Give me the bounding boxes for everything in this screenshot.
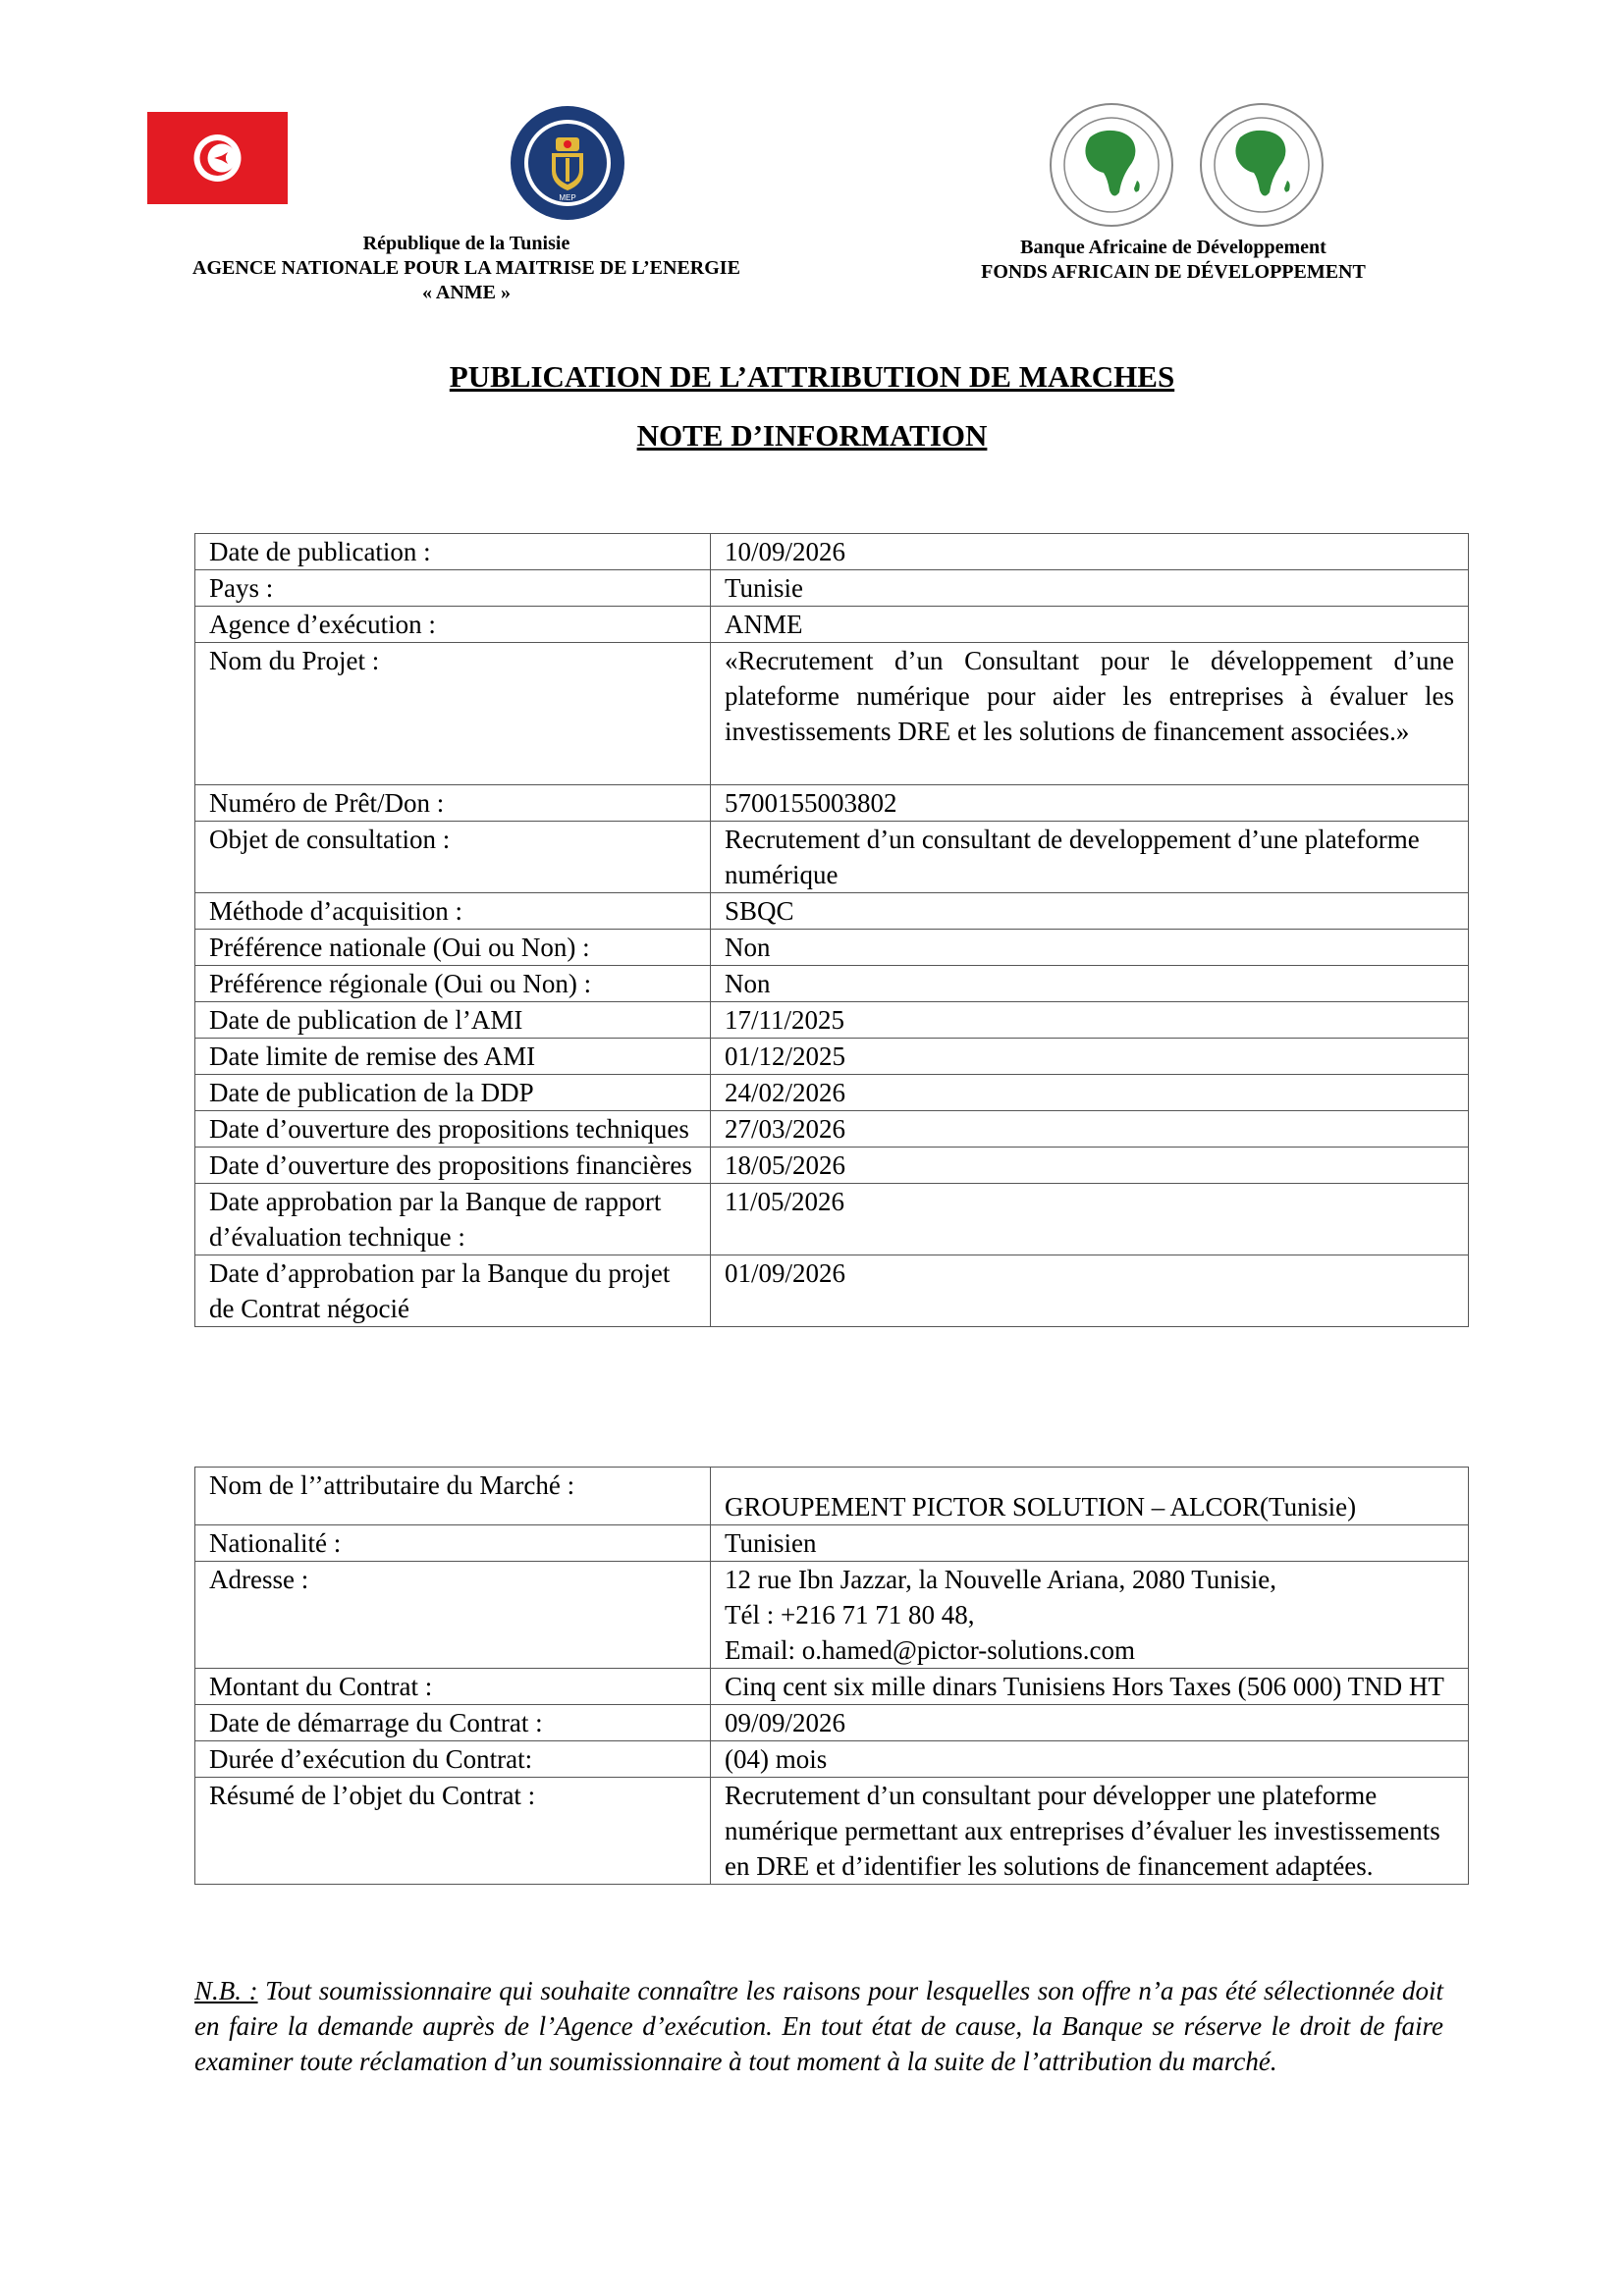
row-label: Date d’approbation par la Banque du projet de Contrat négocié	[195, 1255, 711, 1327]
page-subtitle: NOTE D’INFORMATION	[636, 418, 988, 453]
row-label: Date de publication de la DDP	[195, 1075, 711, 1111]
row-label: Nom de l’’attributaire du Marché :	[195, 1468, 711, 1525]
row-label: Nom du Projet :	[195, 643, 711, 785]
row-value: Non	[711, 966, 1469, 1002]
row-label: Date de démarrage du Contrat :	[195, 1705, 711, 1741]
row-value: 27/03/2026	[711, 1111, 1469, 1148]
row-label: Préférence régionale (Oui ou Non) :	[195, 966, 711, 1002]
row-label: Date d’ouverture des propositions financières	[195, 1148, 711, 1184]
row-label: Date approbation par la Banque de rapport d’évaluation technique :	[195, 1184, 711, 1255]
adf-logo	[1183, 98, 1340, 232]
row-label: Pays :	[195, 570, 711, 607]
ministry-seal-logo	[509, 104, 626, 222]
right-header-block	[943, 236, 1404, 285]
table-row	[195, 822, 1469, 893]
row-value: GROUPEMENT PICTOR SOLUTION – ALCOR(Tunisie)	[711, 1468, 1469, 1525]
table-row	[195, 1669, 1469, 1705]
row-label: Nationalité :	[195, 1525, 711, 1562]
row-label: Numéro de Prêt/Don :	[195, 785, 711, 822]
row-value-line: 12 rue Ibn Jazzar, la Nouvelle Ariana, 2080 Tunisie,	[725, 1565, 1277, 1594]
row-value: 01/09/2026	[711, 1255, 1469, 1327]
row-value: 01/12/2025	[711, 1039, 1469, 1075]
row-label: Date de publication de l’AMI	[195, 1002, 711, 1039]
row-value: 17/11/2025	[711, 1002, 1469, 1039]
row-value	[711, 1562, 1469, 1669]
table-row	[195, 1184, 1469, 1255]
row-label: Préférence nationale (Oui ou Non) :	[195, 930, 711, 966]
table-row	[195, 643, 1469, 785]
table-row	[195, 1039, 1469, 1075]
table-row	[195, 966, 1469, 1002]
row-label: Objet de consultation :	[195, 822, 711, 893]
row-label: Date d’ouverture des propositions techniques	[195, 1111, 711, 1148]
left-header-block	[147, 232, 785, 305]
agency-line: AGENCE NATIONALE POUR LA MAITRISE DE L’ENERGIE	[192, 257, 740, 279]
table-row	[195, 1111, 1469, 1148]
table-row	[195, 1075, 1469, 1111]
table-row	[195, 1525, 1469, 1562]
row-value: Tunisien	[711, 1525, 1469, 1562]
row-value: Tunisie	[711, 570, 1469, 607]
row-value: 11/05/2026	[711, 1184, 1469, 1255]
row-value: Recrutement d’un consultant de developpement d’une plateforme numérique	[711, 822, 1469, 893]
table-row	[195, 607, 1469, 643]
bank-line: Banque Africaine de Développement	[1020, 237, 1326, 258]
agency-abbr-line: « ANME »	[422, 282, 511, 303]
table-row	[195, 1741, 1469, 1778]
afdb-logo	[1031, 98, 1191, 232]
table-row	[195, 1468, 1469, 1525]
table-row	[195, 930, 1469, 966]
row-label: Résumé de l’objet du Contrat :	[195, 1778, 711, 1885]
table-row	[195, 1705, 1469, 1741]
row-label: Date limite de remise des AMI	[195, 1039, 711, 1075]
row-value: «Recrutement d’un Consultant pour le développement d’une plateforme numérique pour aider les entreprises à évaluer les investissements DRE et les solutions de financement associées.»	[711, 643, 1469, 785]
page-title: PUBLICATION DE L’ATTRIBUTION DE MARCHES	[449, 359, 1175, 394]
row-label: Durée d’exécution du Contrat:	[195, 1741, 711, 1778]
table-row	[195, 1562, 1469, 1669]
row-value: Cinq cent six mille dinars Tunisiens Hors Taxes (506 000) TND HT	[711, 1669, 1469, 1705]
row-value: ANME	[711, 607, 1469, 643]
row-value: 10/09/2026	[711, 534, 1469, 570]
row-value-line: Email: o.hamed@pictor-solutions.com	[725, 1635, 1135, 1665]
table-row	[195, 534, 1469, 570]
republic-line: République de la Tunisie	[362, 233, 570, 254]
table-row	[195, 785, 1469, 822]
table-row	[195, 1255, 1469, 1327]
row-value: Recrutement d’un consultant pour développer une plateforme numérique permettant aux entreprises d’évaluer les investissements en DRE et d’identifier les solutions de financement adaptées.	[711, 1778, 1469, 1885]
nb-prefix: N.B. :	[194, 1976, 258, 2005]
row-label: Date de publication :	[195, 534, 711, 570]
row-value: (04) mois	[711, 1741, 1469, 1778]
table-row	[195, 1148, 1469, 1184]
row-label: Montant du Contrat :	[195, 1669, 711, 1705]
row-value: Non	[711, 930, 1469, 966]
nb-note	[194, 1973, 1443, 2079]
table-row	[195, 570, 1469, 607]
award-info-table	[194, 1467, 1469, 1885]
row-value-line: Tél : +216 71 71 80 48,	[725, 1600, 975, 1629]
row-label: Agence d’exécution :	[195, 607, 711, 643]
row-value: 18/05/2026	[711, 1148, 1469, 1184]
row-value: 24/02/2026	[711, 1075, 1469, 1111]
row-label: Adresse :	[195, 1562, 711, 1669]
row-value: 09/09/2026	[711, 1705, 1469, 1741]
row-value: SBQC	[711, 893, 1469, 930]
row-value: 5700155003802	[711, 785, 1469, 822]
row-label: Méthode d’acquisition :	[195, 893, 711, 930]
tunisia-flag-logo	[147, 112, 288, 204]
table-row	[195, 1778, 1469, 1885]
table-row	[195, 1002, 1469, 1039]
svg-text:MEP: MEP	[559, 193, 576, 202]
nb-text: Tout soumissionnaire qui souhaite connaître les raisons pour lesquelles son offre n’a pas été sélectionnée doit en faire la demande auprès de l’Agence d’exécution. En tout état de cause, la Banque se réserve le droit de faire examiner toute réclamation d’un soumissionnaire à tout moment à la suite de l’attribution du marché.	[194, 1976, 1443, 2076]
table-row	[195, 893, 1469, 930]
procurement-info-table	[194, 533, 1469, 1327]
fund-line: FONDS AFRICAIN DE DÉVELOPPEMENT	[981, 261, 1366, 283]
